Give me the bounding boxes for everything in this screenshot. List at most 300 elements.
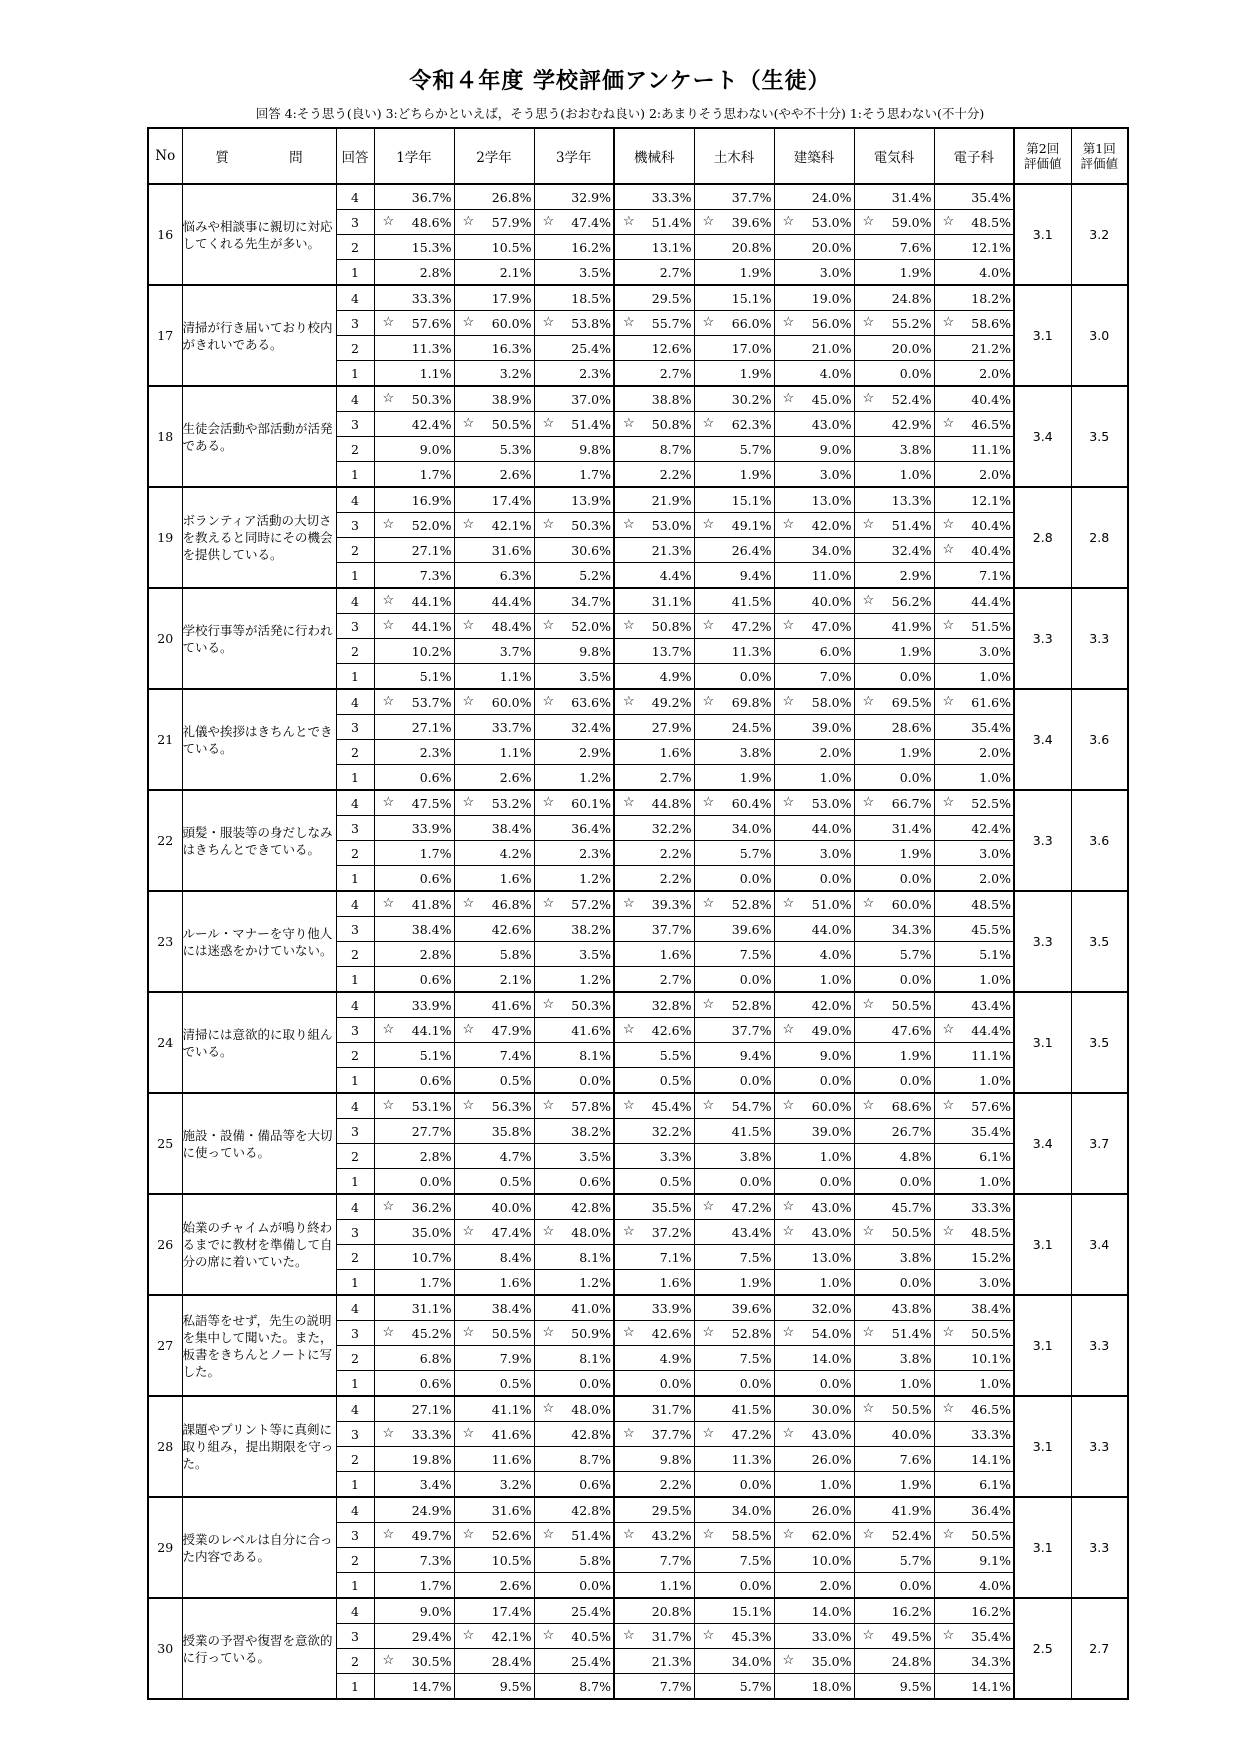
percent-value: 38.2% xyxy=(571,921,611,937)
eval-2-value: 3.4 xyxy=(1014,386,1071,487)
percent-cell xyxy=(934,513,1014,538)
percent-cell xyxy=(854,1194,934,1220)
percent-value: 31.6% xyxy=(491,542,532,558)
percent-cell xyxy=(454,1119,534,1144)
percent-cell xyxy=(694,1043,774,1068)
percent-value: 48.4% xyxy=(491,618,532,634)
percent-cell xyxy=(454,513,534,538)
percent-value: 45.0% xyxy=(811,391,852,407)
percent-cell xyxy=(934,967,1014,993)
percent-cell xyxy=(854,1523,934,1548)
percent-value: 1.0% xyxy=(979,668,1011,684)
percent-cell xyxy=(934,1321,1014,1346)
percent-value: 50.5% xyxy=(491,1325,532,1341)
percent-cell xyxy=(934,1093,1014,1119)
percent-value: 5.7% xyxy=(899,1552,932,1568)
percent-value: 0.0% xyxy=(899,1173,932,1189)
percent-cell xyxy=(454,1598,534,1624)
percent-cell xyxy=(374,1018,454,1043)
percent-cell xyxy=(774,1396,854,1422)
percent-cell xyxy=(374,1523,454,1548)
eval-2-value: 3.1 xyxy=(1014,992,1071,1093)
star-icon: ☆ xyxy=(702,1199,715,1214)
percent-value: 20.8% xyxy=(651,1603,692,1619)
percent-cell xyxy=(534,1422,614,1447)
percent-value: 39.6% xyxy=(731,214,772,230)
percent-value: 1.7% xyxy=(579,466,611,482)
star-icon: ☆ xyxy=(542,416,555,431)
percent-cell xyxy=(374,184,454,210)
percent-cell xyxy=(694,891,774,917)
answer-level: 2 xyxy=(336,1548,374,1573)
percent-value: 43.0% xyxy=(811,1224,852,1240)
percent-cell xyxy=(934,639,1014,664)
percent-cell xyxy=(854,614,934,639)
percent-cell xyxy=(774,1371,854,1397)
percent-cell xyxy=(854,1245,934,1270)
percent-cell xyxy=(694,689,774,715)
percent-value: 1.1% xyxy=(499,744,532,760)
question-text: 課題やプリント等に真剣に取り組み，提出期限を守った。 xyxy=(182,1396,336,1497)
percent-cell xyxy=(934,917,1014,942)
percent-cell xyxy=(614,917,694,942)
percent-value: 0.0% xyxy=(899,870,932,886)
star-icon: ☆ xyxy=(862,315,875,330)
percent-value: 7.4% xyxy=(499,1047,532,1063)
percent-value: 8.7% xyxy=(579,1451,611,1467)
answer-level: 4 xyxy=(336,1396,374,1422)
percent-value: 3.2% xyxy=(499,1476,532,1492)
percent-value: 34.7% xyxy=(571,593,611,609)
percent-cell xyxy=(694,184,774,210)
percent-cell xyxy=(614,563,694,589)
answer-level: 4 xyxy=(336,1598,374,1624)
percent-cell xyxy=(934,412,1014,437)
percent-cell xyxy=(614,538,694,563)
percent-value: 1.0% xyxy=(979,1072,1011,1088)
percent-cell xyxy=(374,311,454,336)
percent-value: 51.4% xyxy=(571,416,611,432)
percent-cell xyxy=(854,1497,934,1523)
percent-cell xyxy=(614,740,694,765)
answer-level: 3 xyxy=(336,614,374,639)
percent-cell xyxy=(694,740,774,765)
question-number: 27 xyxy=(148,1295,182,1396)
percent-value: 1.6% xyxy=(659,1274,692,1290)
percent-cell xyxy=(694,841,774,866)
percent-cell xyxy=(614,462,694,488)
percent-cell xyxy=(854,1119,934,1144)
percent-cell xyxy=(454,1270,534,1296)
percent-cell xyxy=(614,1093,694,1119)
percent-value: 0.0% xyxy=(579,1577,611,1593)
percent-value: 38.9% xyxy=(491,391,532,407)
answer-level: 2 xyxy=(336,740,374,765)
percent-cell xyxy=(614,487,694,513)
percent-value: 50.5% xyxy=(491,416,532,432)
percent-cell xyxy=(454,1447,534,1472)
percent-cell xyxy=(614,1321,694,1346)
percent-cell xyxy=(614,790,694,816)
answer-level: 4 xyxy=(336,1093,374,1119)
percent-cell xyxy=(614,816,694,841)
percent-value: 4.0% xyxy=(819,365,852,381)
percent-value: 7.5% xyxy=(739,946,772,962)
question-number: 18 xyxy=(148,386,182,487)
percent-cell xyxy=(454,1346,534,1371)
percent-value: 21.3% xyxy=(651,1653,692,1669)
percent-cell xyxy=(774,412,854,437)
percent-value: 56.0% xyxy=(811,315,852,331)
percent-value: 14.0% xyxy=(811,1603,852,1619)
percent-cell xyxy=(454,1093,534,1119)
percent-value: 3.8% xyxy=(899,441,932,457)
percent-cell xyxy=(534,412,614,437)
star-icon: ☆ xyxy=(862,1098,875,1113)
percent-value: 38.4% xyxy=(491,820,532,836)
percent-cell xyxy=(534,1497,614,1523)
percent-cell xyxy=(774,1447,854,1472)
percent-cell xyxy=(854,1068,934,1094)
percent-cell xyxy=(854,361,934,387)
percent-cell xyxy=(454,816,534,841)
percent-value: 1.2% xyxy=(579,1274,611,1290)
star-icon: ☆ xyxy=(942,315,955,330)
star-icon: ☆ xyxy=(542,896,555,911)
star-icon: ☆ xyxy=(782,795,795,810)
star-icon: ☆ xyxy=(942,618,955,633)
percent-value: 0.6% xyxy=(419,971,452,987)
percent-value: 0.0% xyxy=(739,1072,772,1088)
percent-value: 2.2% xyxy=(659,466,692,482)
percent-value: 44.4% xyxy=(971,593,1011,609)
star-icon: ☆ xyxy=(623,315,635,330)
percent-cell xyxy=(614,1523,694,1548)
percent-value: 51.4% xyxy=(651,214,692,230)
percent-cell xyxy=(934,1497,1014,1523)
percent-value: 41.0% xyxy=(571,1300,611,1316)
percent-cell xyxy=(854,639,934,664)
star-icon: ☆ xyxy=(462,1022,475,1037)
star-icon: ☆ xyxy=(542,1527,555,1542)
percent-cell xyxy=(614,235,694,260)
percent-cell xyxy=(454,992,534,1018)
percent-value: 46.5% xyxy=(971,416,1011,432)
percent-cell xyxy=(774,184,854,210)
percent-value: 9.8% xyxy=(579,643,611,659)
percent-cell xyxy=(774,1624,854,1649)
percent-value: 11.6% xyxy=(491,1451,532,1467)
percent-value: 45.7% xyxy=(891,1199,932,1215)
star-icon: ☆ xyxy=(542,1628,555,1643)
percent-cell xyxy=(934,487,1014,513)
percent-value: 5.1% xyxy=(979,946,1011,962)
percent-value: 9.0% xyxy=(819,1047,852,1063)
percent-value: 3.5% xyxy=(579,264,611,280)
percent-cell xyxy=(374,386,454,412)
percent-value: 36.4% xyxy=(571,820,611,836)
eval-1-value: 3.3 xyxy=(1071,1295,1128,1396)
answer-level: 3 xyxy=(336,412,374,437)
percent-cell xyxy=(694,1169,774,1195)
percent-value: 34.0% xyxy=(811,542,852,558)
percent-cell xyxy=(374,1144,454,1169)
star-icon: ☆ xyxy=(782,1527,795,1542)
percent-cell xyxy=(694,513,774,538)
percent-cell xyxy=(774,1573,854,1599)
eval-2-value: 3.1 xyxy=(1014,1497,1071,1598)
percent-value: 12.1% xyxy=(971,239,1011,255)
percent-cell xyxy=(854,336,934,361)
percent-value: 7.3% xyxy=(419,1552,452,1568)
percent-cell xyxy=(854,1447,934,1472)
percent-cell xyxy=(374,1497,454,1523)
percent-cell xyxy=(694,1472,774,1498)
percent-value: 4.2% xyxy=(499,845,532,861)
percent-value: 60.0% xyxy=(491,694,532,710)
percent-value: 4.0% xyxy=(979,264,1011,280)
question-number: 17 xyxy=(148,285,182,386)
percent-cell xyxy=(374,816,454,841)
percent-cell xyxy=(694,1119,774,1144)
percent-value: 33.3% xyxy=(411,1426,452,1442)
percent-value: 17.4% xyxy=(491,492,532,508)
header-eval-1: 第1回 評価値 xyxy=(1071,128,1128,184)
percent-value: 27.1% xyxy=(411,542,452,558)
percent-value: 37.0% xyxy=(571,391,611,407)
percent-cell xyxy=(774,1548,854,1573)
percent-value: 3.2% xyxy=(499,365,532,381)
percent-value: 58.0% xyxy=(811,694,852,710)
percent-cell xyxy=(934,765,1014,791)
percent-cell xyxy=(534,1674,614,1700)
percent-value: 9.0% xyxy=(819,441,852,457)
percent-cell xyxy=(614,1447,694,1472)
percent-value: 19.0% xyxy=(811,290,852,306)
percent-cell xyxy=(854,462,934,488)
percent-value: 13.9% xyxy=(571,492,611,508)
percent-value: 55.7% xyxy=(651,315,692,331)
percent-cell xyxy=(374,538,454,563)
percent-value: 33.3% xyxy=(651,189,692,205)
percent-value: 41.8% xyxy=(411,896,452,912)
percent-value: 26.7% xyxy=(891,1123,932,1139)
percent-value: 60.4% xyxy=(731,795,772,811)
percent-cell xyxy=(774,285,854,311)
percent-cell xyxy=(694,1422,774,1447)
percent-value: 42.4% xyxy=(411,416,452,432)
percent-cell xyxy=(774,1119,854,1144)
percent-cell xyxy=(454,1396,534,1422)
percent-cell xyxy=(854,1598,934,1624)
percent-value: 26.0% xyxy=(811,1451,852,1467)
percent-cell xyxy=(374,765,454,791)
percent-cell xyxy=(534,664,614,690)
question-text: 礼儀や挨拶はきちんとできている。 xyxy=(182,689,336,790)
eval-2-value: 3.3 xyxy=(1014,891,1071,992)
percent-cell xyxy=(534,361,614,387)
percent-value: 1.1% xyxy=(499,668,532,684)
star-icon: ☆ xyxy=(862,593,875,608)
percent-cell xyxy=(534,1598,614,1624)
percent-cell xyxy=(854,1043,934,1068)
percent-value: 47.4% xyxy=(491,1224,532,1240)
percent-cell xyxy=(694,664,774,690)
percent-value: 34.0% xyxy=(731,820,772,836)
percent-value: 43.0% xyxy=(811,1199,852,1215)
percent-value: 42.8% xyxy=(571,1199,611,1215)
percent-value: 5.1% xyxy=(419,1047,452,1063)
percent-value: 17.4% xyxy=(491,1603,532,1619)
percent-cell xyxy=(454,1548,534,1573)
percent-cell xyxy=(934,1194,1014,1220)
percent-value: 25.4% xyxy=(571,340,611,356)
percent-value: 13.7% xyxy=(651,643,692,659)
question-number: 19 xyxy=(148,487,182,588)
eval-1-value: 3.3 xyxy=(1071,588,1128,689)
percent-cell xyxy=(454,1321,534,1346)
star-icon: ☆ xyxy=(782,1199,795,1214)
percent-cell xyxy=(694,1598,774,1624)
percent-value: 7.5% xyxy=(739,1249,772,1265)
percent-cell xyxy=(934,689,1014,715)
percent-value: 2.7% xyxy=(659,971,692,987)
percent-value: 1.0% xyxy=(819,1148,852,1164)
table-row xyxy=(148,891,1128,917)
eval-2-value: 2.8 xyxy=(1014,487,1071,588)
answer-level: 1 xyxy=(336,462,374,488)
answer-level: 1 xyxy=(336,765,374,791)
percent-value: 5.8% xyxy=(579,1552,611,1568)
percent-value: 2.7% xyxy=(659,769,692,785)
percent-value: 42.6% xyxy=(651,1022,692,1038)
percent-cell xyxy=(694,311,774,336)
percent-cell xyxy=(774,487,854,513)
percent-cell xyxy=(534,437,614,462)
percent-value: 2.0% xyxy=(979,466,1011,482)
question-number: 23 xyxy=(148,891,182,992)
percent-cell xyxy=(934,184,1014,210)
table-row xyxy=(148,1295,1128,1321)
answer-level: 2 xyxy=(336,1346,374,1371)
percent-cell xyxy=(614,891,694,917)
percent-value: 37.7% xyxy=(651,921,692,937)
answer-level: 4 xyxy=(336,285,374,311)
answer-level: 1 xyxy=(336,1270,374,1296)
percent-value: 2.3% xyxy=(419,744,452,760)
percent-value: 13.1% xyxy=(651,239,692,255)
percent-cell xyxy=(934,1068,1014,1094)
star-icon: ☆ xyxy=(382,593,395,608)
percent-cell xyxy=(454,967,534,993)
percent-cell xyxy=(774,1497,854,1523)
percent-cell xyxy=(534,285,614,311)
percent-value: 12.1% xyxy=(971,492,1011,508)
percent-value: 4.0% xyxy=(819,946,852,962)
percent-cell xyxy=(374,967,454,993)
percent-cell xyxy=(534,235,614,260)
percent-value: 14.1% xyxy=(971,1451,1011,1467)
percent-value: 39.3% xyxy=(651,896,692,912)
percent-cell xyxy=(454,841,534,866)
percent-value: 18.5% xyxy=(571,290,611,306)
percent-cell xyxy=(454,1674,534,1700)
star-icon: ☆ xyxy=(862,517,875,532)
eval-1-value: 3.3 xyxy=(1071,1396,1128,1497)
percent-cell xyxy=(694,1674,774,1700)
star-icon: ☆ xyxy=(382,896,395,911)
percent-cell xyxy=(934,1573,1014,1599)
percent-value: 32.2% xyxy=(651,1123,692,1139)
percent-cell xyxy=(454,1169,534,1195)
star-icon: ☆ xyxy=(542,315,555,330)
answer-level: 3 xyxy=(336,513,374,538)
percent-value: 11.3% xyxy=(411,340,452,356)
percent-cell xyxy=(614,639,694,664)
percent-value: 20.0% xyxy=(811,239,852,255)
percent-value: 2.6% xyxy=(499,769,532,785)
star-icon: ☆ xyxy=(462,416,475,431)
percent-value: 35.8% xyxy=(491,1123,532,1139)
eval-2-value: 3.1 xyxy=(1014,1396,1071,1497)
percent-value: 69.8% xyxy=(731,694,772,710)
question-number: 25 xyxy=(148,1093,182,1194)
star-icon: ☆ xyxy=(623,896,635,911)
percent-cell xyxy=(374,462,454,488)
percent-cell xyxy=(614,689,694,715)
percent-value: 42.6% xyxy=(491,921,532,937)
percent-value: 33.3% xyxy=(411,290,452,306)
percent-cell xyxy=(614,1649,694,1674)
answer-level: 4 xyxy=(336,1295,374,1321)
percent-value: 15.3% xyxy=(411,239,452,255)
percent-value: 0.6% xyxy=(419,870,452,886)
star-icon: ☆ xyxy=(782,1653,795,1668)
eval-1-value: 3.2 xyxy=(1071,184,1128,285)
star-icon: ☆ xyxy=(623,618,635,633)
answer-level: 1 xyxy=(336,1472,374,1498)
percent-value: 1.0% xyxy=(819,769,852,785)
percent-value: 0.0% xyxy=(899,668,932,684)
percent-value: 24.0% xyxy=(811,189,852,205)
percent-cell xyxy=(854,1093,934,1119)
percent-cell xyxy=(454,538,534,563)
table-row xyxy=(148,386,1128,412)
percent-cell xyxy=(934,891,1014,917)
percent-cell xyxy=(534,311,614,336)
percent-cell xyxy=(854,715,934,740)
percent-cell xyxy=(534,689,614,715)
percent-value: 69.5% xyxy=(891,694,932,710)
percent-value: 1.9% xyxy=(739,264,772,280)
percent-cell xyxy=(934,1447,1014,1472)
percent-cell xyxy=(454,437,534,462)
percent-value: 24.5% xyxy=(731,719,772,735)
star-icon: ☆ xyxy=(382,214,395,229)
percent-value: 48.5% xyxy=(971,1224,1011,1240)
percent-value: 53.2% xyxy=(491,795,532,811)
percent-value: 3.0% xyxy=(819,466,852,482)
percent-cell xyxy=(534,1649,614,1674)
percent-value: 57.8% xyxy=(571,1098,611,1114)
percent-value: 17.0% xyxy=(731,340,772,356)
percent-value: 56.3% xyxy=(491,1098,532,1114)
percent-value: 38.4% xyxy=(491,1300,532,1316)
percent-value: 48.6% xyxy=(411,214,452,230)
star-icon: ☆ xyxy=(782,517,795,532)
percent-cell xyxy=(774,740,854,765)
percent-cell xyxy=(454,285,534,311)
